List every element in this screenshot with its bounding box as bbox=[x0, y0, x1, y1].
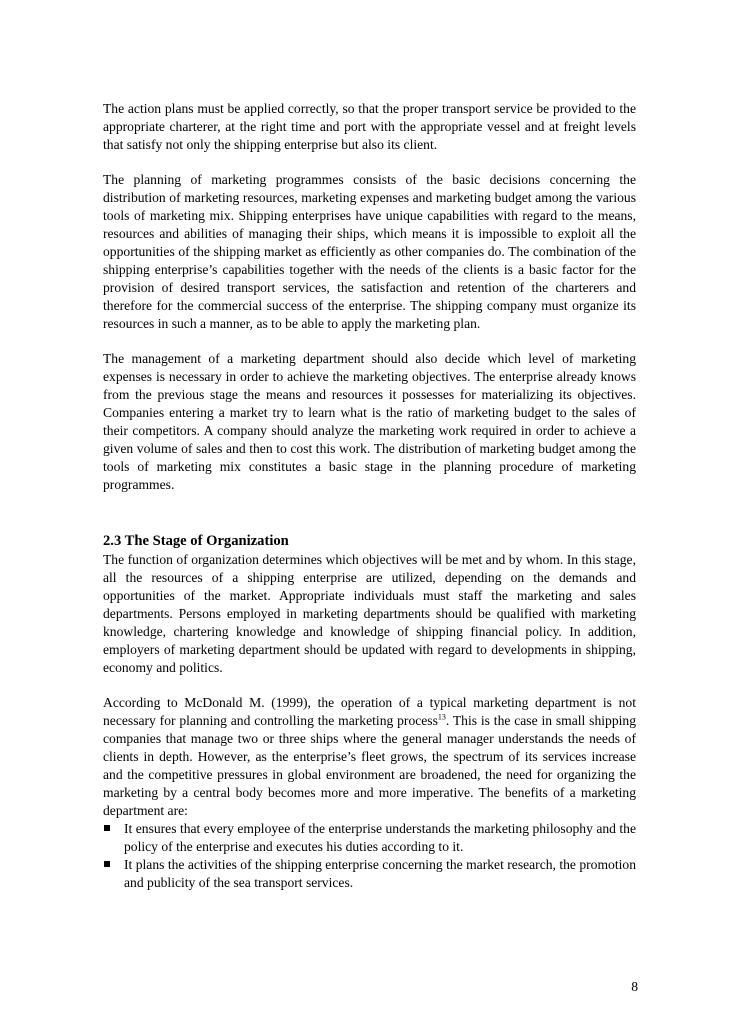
list-item-text: It ensures that every employee of the enterprise understands the marketing philosophy and the policy of the enterprise and executes his duties according to it. bbox=[124, 821, 636, 854]
paragraph-mcdonald bbox=[103, 694, 636, 820]
section-spacer bbox=[103, 494, 636, 513]
benefits-list bbox=[103, 820, 636, 892]
paragraph-organization-function: The function of organization determines which objectives will be met and by whom. In this stage, all the resources of a shipping enterprise are utilized, depending on the demands and opportunities of the market. Appropriate individuals must staff the marketing and sales departments. Persons employed in marketing departments should be qualified with marketing knowledge, chartering knowledge and knowledge of shipping financial policy. In addition, employers of marketing department should be updated with regard to developments in shipping, economy and politics. bbox=[103, 552, 636, 675]
paragraph-action-plans: The action plans must be applied correctly, so that the proper transport service be provided to the appropriate charterer, at the right time and port with the appropriate vessel and at freight levels that satisfy not only the shipping enterprise but also its client. bbox=[103, 101, 636, 152]
list-item-text: It plans the activities of the shipping enterprise concerning the market research, the promotion and publicity of the sea transport services. bbox=[124, 857, 636, 890]
paragraph-mcdonald-text-a: According to McDonald M. (1999), the operation of a typical marketing department is not necessary for planning and controlling the marketing process bbox=[103, 695, 636, 728]
square-bullet-icon bbox=[104, 861, 110, 867]
footnote-reference: 13 bbox=[437, 712, 446, 722]
square-bullet-icon bbox=[104, 825, 110, 831]
paragraph-planning-programmes: The planning of marketing programmes consists of the basic decisions concerning the distribution of marketing resources, marketing expenses and marketing budget among the various tools of marketing mix. Shipping enterprises have unique capabilities with regard to the means, resources and abilities of managing their ships, which means it is impossible to exploit all the opportunities of the shipping market as efficiently as other companies do. The combination of the shipping enterprise’s capabilities together with the needs of the clients is a basic factor for the provision of desired transport services, the satisfaction and retention of the charterers and therefore for the commercial success of the enterprise. The shipping company must organize its resources in such a manner, as to be able to apply the marketing plan. bbox=[103, 172, 636, 331]
document-page bbox=[103, 100, 636, 892]
paragraph-mcdonald-text-b: . This is the case in small shipping companies that manage two or three ships where the general manager understands the needs of clients in depth. However, as the enterprise’s fleet grows, the spectrum of its services increase and the competitive pressures in global environment are broadened, the need for organizing the marketing by a central body becomes more and more imperative. The benefits of a marketing department are: bbox=[103, 713, 636, 818]
section-heading: 2.3 The Stage of Organization bbox=[103, 533, 289, 549]
section-spacer bbox=[103, 513, 636, 532]
page-number: 8 bbox=[631, 979, 638, 994]
list-item bbox=[103, 856, 636, 892]
list-item bbox=[103, 820, 636, 856]
paragraph-marketing-expenses: The management of a marketing department should also decide which level of marketing expenses is necessary in order to achieve the marketing objectives. The enterprise already knows from the previous stage the means and resources it possesses for materializing its objectives. Companies entering a market try to learn what is the ratio of marketing budget to the sales of their competitors. A company should analyze the marketing work required in order to achieve a given volume of sales and then to cost this work. The distribution of marketing budget among the tools of marketing mix constitutes a basic stage in the planning procedure of marketing programmes. bbox=[103, 351, 636, 492]
